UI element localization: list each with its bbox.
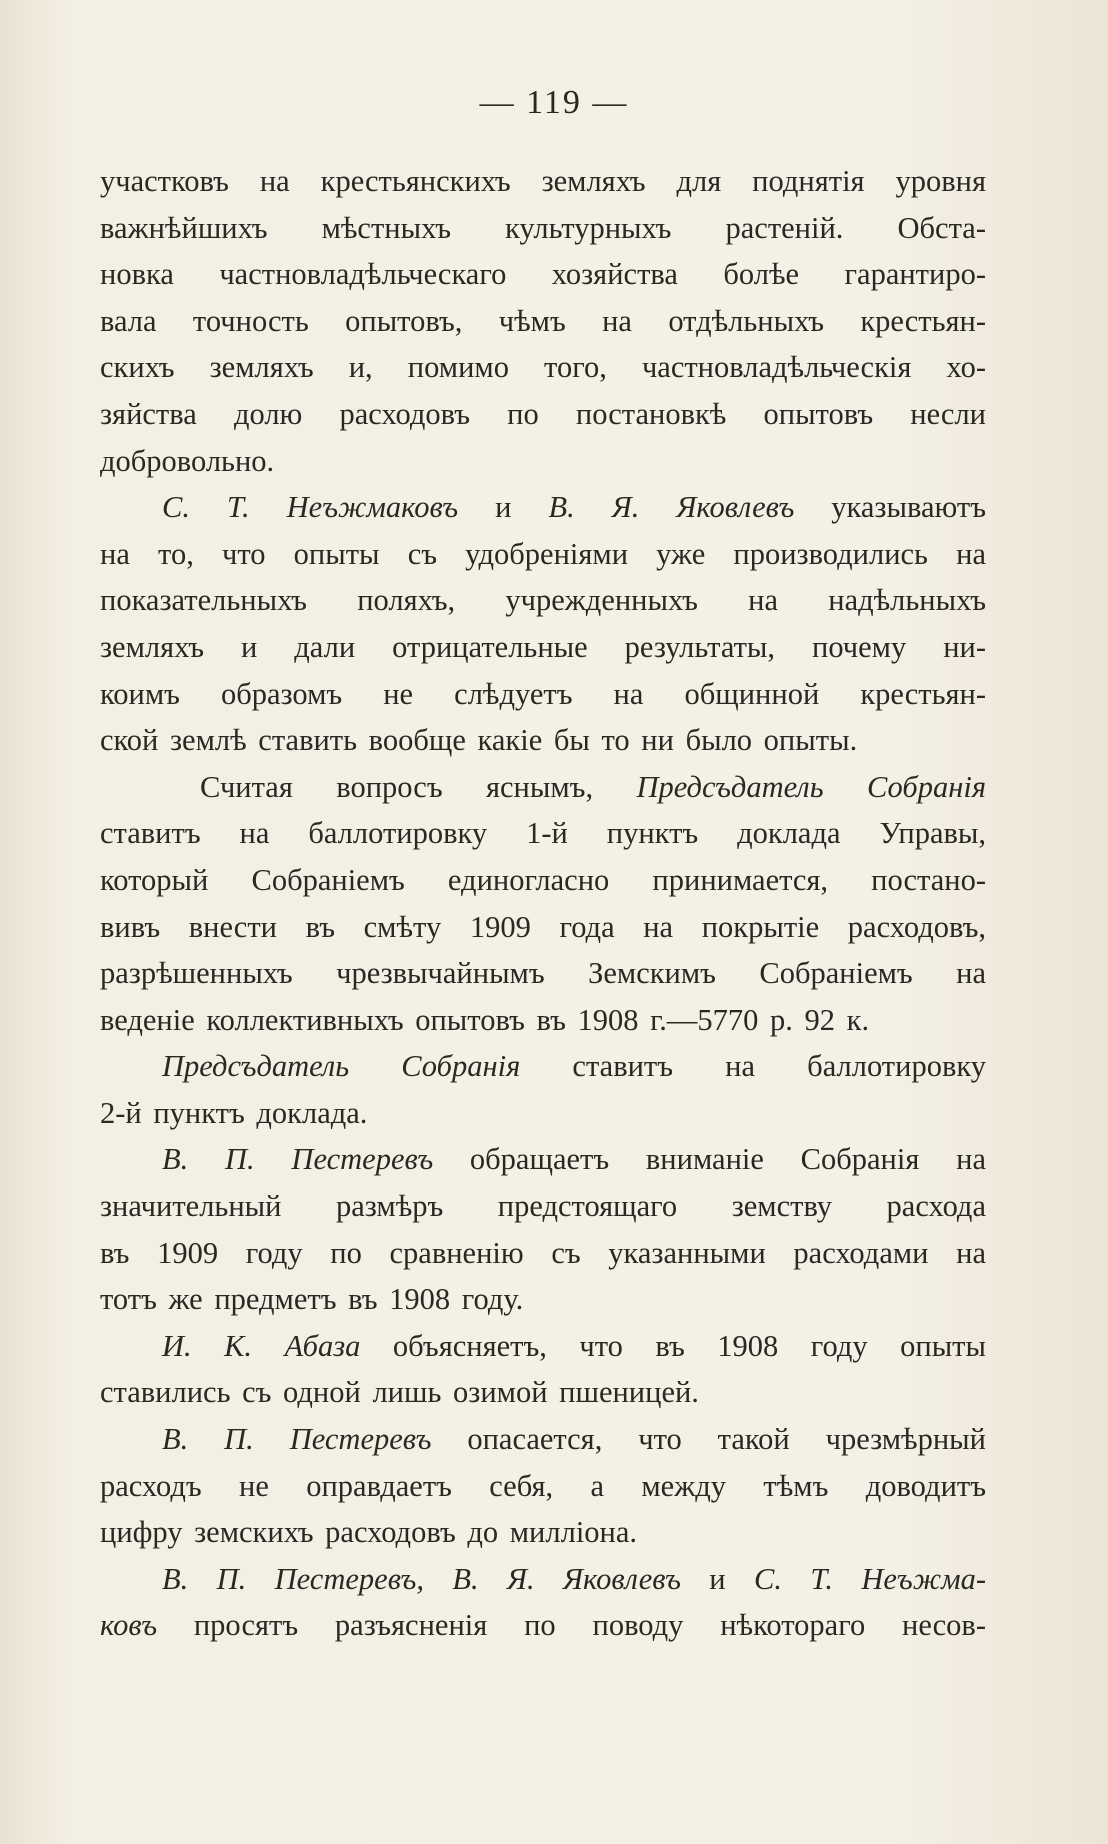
text-segment: тотъ же предметъ въ 1908 году. — [100, 1282, 524, 1317]
text-segment: и — [680, 1561, 754, 1596]
text-segment: опасается, что такой чрезмѣрный — [431, 1422, 986, 1457]
text-segment: показательныхъ поляхъ, учрежденныхъ на надѣльныхъ — [100, 583, 986, 618]
text-line — [100, 391, 986, 438]
text-segment: зяйства долю расходовъ по постановкѣ опытовъ несли — [100, 396, 986, 431]
text-line — [100, 1276, 986, 1323]
text-segment: ской землѣ ставить вообще какіе бы то ни было опыты. — [100, 723, 858, 758]
page-number: — 119 — — [479, 84, 629, 121]
text-segment: ставились съ одной лишь озимой пшеницей. — [100, 1375, 699, 1410]
text-segment: въ 1909 году по сравненію съ указанными расходами на — [100, 1235, 986, 1270]
text-line — [100, 531, 986, 578]
text-line — [100, 1509, 986, 1556]
text-line — [100, 950, 986, 997]
text-line — [100, 298, 986, 345]
text-segment: земляхъ и дали отрицательные результаты, почему ни- — [100, 629, 986, 664]
text-segment: вивъ внести въ смѣту 1909 года на покрытіе расходовъ, — [100, 909, 986, 944]
text-line — [100, 158, 986, 205]
speaker-name: С. Т. Неъжма- — [753, 1561, 986, 1596]
text-line — [100, 1230, 986, 1277]
text-segment: скихъ земляхъ и, помимо того, частновладѣльческія хо- — [100, 350, 986, 385]
speaker-name: В. П. Пестеревъ — [162, 1422, 432, 1457]
speaker-name: С. Т. Неъжмаковъ — [162, 490, 459, 525]
text-line — [100, 624, 986, 671]
text-segment: объясняетъ, что въ 1908 году опыты — [360, 1328, 987, 1363]
text-segment: ставитъ на баллотировку — [520, 1049, 986, 1084]
text-segment: участковъ на крестьянскихъ земляхъ для поднятія уровня — [100, 164, 986, 198]
text-line — [100, 997, 986, 1044]
text-line — [100, 577, 986, 624]
text-line — [100, 764, 986, 811]
text-segment: вала точность опытовъ, чѣмъ на отдѣльныхъ крестьян- — [100, 303, 986, 338]
text-segment: расходъ не оправдаетъ себя, а между тѣмъ доводитъ — [100, 1468, 986, 1503]
speaker-name: Предсъдатель Собранія — [636, 769, 986, 804]
text-line — [100, 1602, 986, 1649]
text-segment: Считая вопросъ яснымъ, — [200, 769, 637, 804]
text-segment: важнѣйшихъ мѣстныхъ культурныхъ растеній. Обста- — [100, 210, 986, 245]
text-segment: просятъ разъясненія по поводу нѣкотораго несов- — [157, 1608, 986, 1643]
text-segment: ставитъ на баллотировку 1-й пунктъ доклада Управы, — [100, 816, 986, 851]
speaker-name: В. Я. Яковлевъ — [548, 490, 795, 525]
text-segment: 2-й пунктъ доклада. — [100, 1095, 368, 1130]
text-segment: веденіе коллективныхъ опытовъ въ 1908 г.—5770 р. 92 к. — [100, 1002, 870, 1037]
text-line — [100, 1463, 986, 1510]
speaker-name: ковъ — [100, 1608, 158, 1643]
text-line — [100, 1183, 986, 1230]
text-segment: разрѣшенныхъ чрезвычайнымъ Земскимъ Собраніемъ на — [100, 956, 986, 991]
text-line — [100, 438, 986, 485]
text-line — [100, 344, 986, 391]
text-line — [100, 1136, 986, 1183]
text-line — [100, 717, 986, 764]
text-line — [100, 205, 986, 252]
text-segment: цифру земскихъ расходовъ до милліона. — [100, 1515, 638, 1550]
text-segment: который Собраніемъ единогласно принимается, постано- — [100, 862, 986, 897]
text-segment: обращаетъ вниманіе Собранія на — [433, 1142, 987, 1177]
speaker-name: Предсъдатель Собранія — [162, 1049, 521, 1084]
text-line — [100, 1323, 986, 1370]
text-line — [100, 1369, 986, 1416]
text-segment: значительный размѣръ предстоящаго земству расхода — [100, 1189, 986, 1224]
text-line — [100, 1043, 986, 1090]
text-line — [100, 857, 986, 904]
text-line — [100, 1090, 986, 1137]
text-line — [100, 1556, 986, 1603]
text-segment: коимъ образомъ не слѣдуетъ на общинной крестьян- — [100, 676, 986, 711]
text-segment: и — [458, 490, 549, 525]
body-text — [100, 158, 986, 1649]
text-segment: добровольно. — [100, 443, 275, 478]
text-line — [100, 484, 986, 531]
text-line — [100, 671, 986, 718]
text-line — [100, 810, 986, 857]
text-segment: новка частновладѣльческаго хозяйства болѣе гарантиро- — [100, 257, 986, 292]
text-line — [100, 1416, 986, 1463]
text-segment: указываютъ — [794, 490, 986, 525]
text-line — [100, 904, 986, 951]
text-segment: на то, что опыты съ удобреніями уже производились на — [100, 536, 986, 571]
speaker-name: В. П. Пестеревъ — [162, 1142, 434, 1177]
speaker-name: В. П. Пестеревъ, В. Я. Яковлевъ — [162, 1561, 681, 1596]
speaker-name: И. К. Абаза — [162, 1328, 361, 1363]
text-line — [100, 251, 986, 298]
